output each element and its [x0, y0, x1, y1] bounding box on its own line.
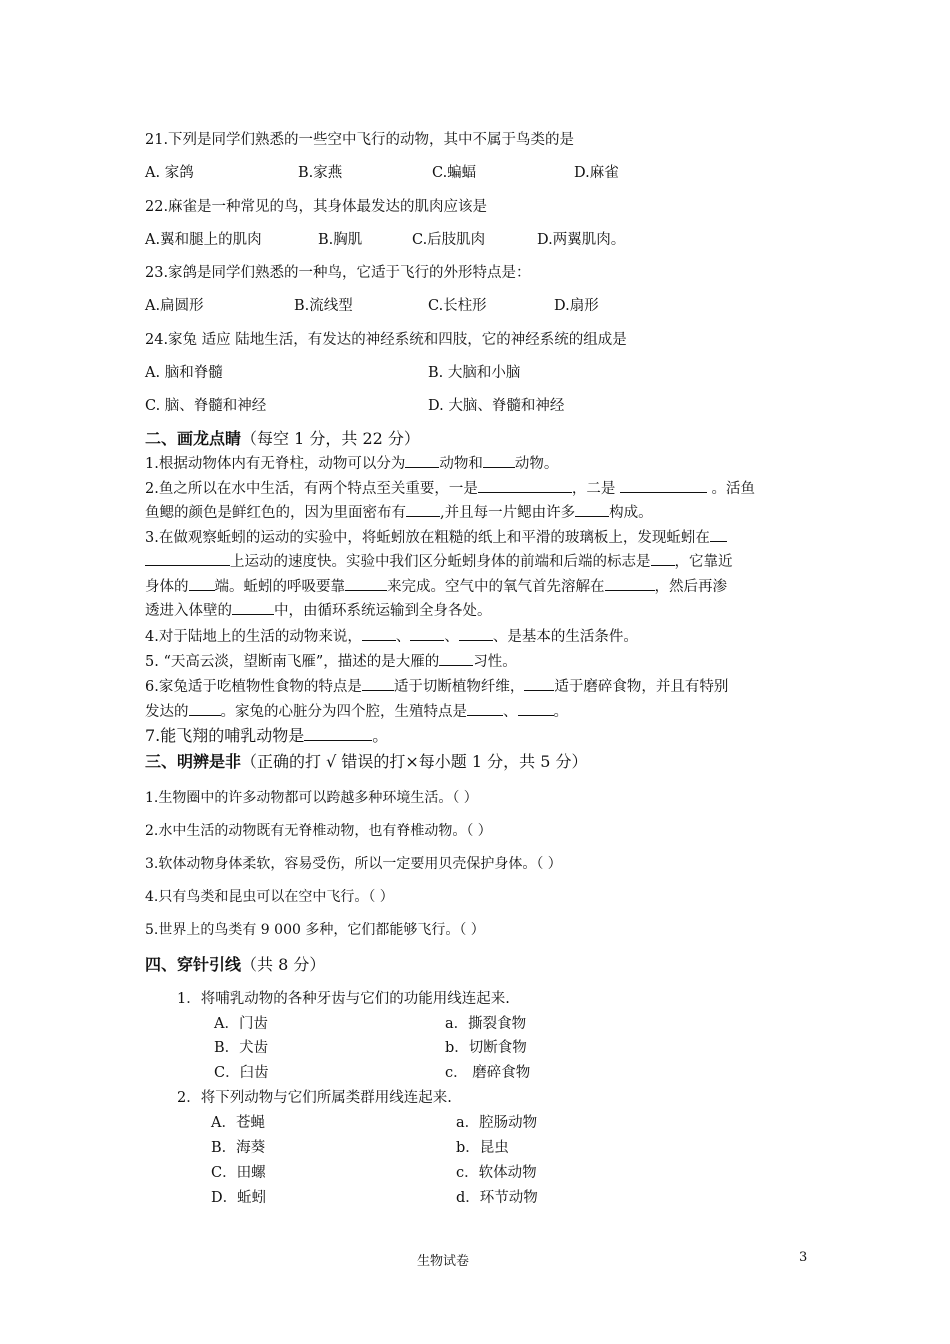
blank[interactable] [575, 502, 609, 517]
text: 。 [372, 726, 389, 745]
blank[interactable] [406, 502, 440, 517]
blank[interactable] [524, 676, 554, 691]
fill-q2-line1 [145, 477, 755, 498]
option-24-c: C. 脑、脊髓和神经 [145, 398, 267, 414]
fill-q3-line1 [145, 526, 727, 547]
blank[interactable] [189, 701, 221, 716]
option-24-b: B. 大脑和小脑 [428, 365, 521, 381]
section-4-heading [145, 952, 325, 975]
text: 鱼鳃的颜色是鲜红色的，因为里面密布有 [145, 505, 406, 521]
option-21-a: A. 家鸽 [145, 165, 194, 181]
blank[interactable] [620, 478, 707, 493]
question-23: 23.家鸽是同学们熟悉的一种鸟，它适于飞行的外形特点是： [145, 265, 531, 281]
blank[interactable] [710, 527, 727, 542]
text: 身体的 [145, 579, 189, 595]
text: 5. “天高云淡，望断南飞雁”，描述的是大雁的 [145, 654, 440, 670]
blank[interactable] [345, 576, 387, 591]
text: 中，由循环系统运输到全身各处。 [274, 603, 492, 619]
text: 。 [553, 704, 568, 720]
option-22-c: C.后肢肌肉 [412, 232, 486, 248]
blank[interactable] [467, 701, 503, 716]
blank[interactable] [518, 701, 554, 716]
match-prompt-1: 1．将哺乳动物的各种牙齿与它们的功能用线连起来. [177, 991, 510, 1007]
fill-q7 [145, 723, 388, 746]
match-2-right-a: a．腔肠动物 [456, 1115, 538, 1131]
text: ，它靠近 [674, 554, 733, 570]
option-23-c: C.长柱形 [428, 298, 487, 314]
section-2-note: （每空 1 分，共 22 分） [241, 429, 420, 448]
text: 适于磨碎食物，并且有特别 [554, 679, 729, 695]
text: 。家兔的心脏分为四个腔，生殖特点是 [220, 704, 467, 720]
page-footer: 生物试卷 [417, 1254, 470, 1269]
blank[interactable] [483, 453, 515, 468]
question-21: 21.下列是同学们熟悉的一些空中飞行的动物，其中不属于鸟类的是 [145, 132, 575, 148]
text: 构成。 [609, 505, 653, 521]
blank[interactable] [459, 626, 493, 641]
question-24: 24.家兔 适应 陆地生活，有发达的神经系统和四肢，它的神经系统的组成是 [145, 332, 627, 348]
judge-item-4: 4.只有鸟类和昆虫可以在空中飞行。（ ） [145, 889, 394, 905]
text: 2.鱼之所以在水中生活，有两个特点至关重要，一是 [145, 481, 478, 497]
fill-q2-line2 [145, 501, 653, 522]
fill-q1 [145, 452, 558, 473]
blank[interactable] [362, 626, 396, 641]
text: 上运动的速度快。实验中我们区分蚯蚓身体的前端和后端的标志是 [230, 554, 651, 570]
text: 习性。 [473, 654, 517, 670]
text: 动物和 [439, 456, 483, 472]
blank[interactable] [478, 478, 572, 493]
text: 、 [395, 629, 411, 645]
blank[interactable] [410, 626, 444, 641]
option-21-d: D.麻雀 [574, 165, 619, 181]
blank[interactable] [145, 551, 230, 566]
match-2-right-c: c．软体动物 [456, 1165, 537, 1181]
match-1-right-a: a．撕裂食物 [445, 1016, 527, 1032]
judge-item-1: 1.生物圈中的许多动物都可以跨越多种环境生活。（ ） [145, 790, 478, 806]
text: 。活鱼 [706, 481, 756, 497]
text: 动物。 [514, 456, 559, 472]
text: 适于切断植物纤维， [393, 679, 525, 695]
blank[interactable] [651, 551, 675, 566]
judge-item-3: 3.软体动物身体柔软，容易受伤，所以一定要用贝壳保护身体。（ ） [145, 856, 562, 872]
option-21-c: C.蝙蝠 [432, 165, 477, 181]
text: 、 [503, 704, 518, 720]
text: ，然后再渗 [654, 579, 727, 595]
option-22-d: D.两翼肌肉。 [537, 232, 626, 248]
section-3-title: 三、明辨是非 [145, 752, 242, 771]
text: 4.对于陆地上的生活的动物来说， [145, 629, 362, 645]
blank[interactable] [439, 651, 473, 666]
blank[interactable] [362, 676, 394, 691]
section-2-heading [145, 426, 420, 449]
option-24-a: A. 脑和脊髓 [145, 365, 223, 381]
text: 透进入体壁的 [145, 603, 232, 619]
text: 7.能飞翔的哺乳动物是 [145, 726, 305, 745]
match-prompt-2: 2．将下列动物与它们所属类群用线连起来. [177, 1090, 452, 1106]
text: 3.在做观察蚯蚓的运动的实验中，将蚯蚓放在粗糙的纸上和平滑的玻璃板上，发现蚯蚓在 [145, 530, 710, 546]
fill-q6-line1 [145, 675, 728, 696]
option-23-b: B.流线型 [294, 298, 353, 314]
text: 来完成。空气中的氧气首先溶解在 [387, 579, 605, 595]
fill-q3-line3 [145, 575, 727, 596]
fill-q3-line2 [145, 550, 733, 571]
fill-q4 [145, 625, 638, 646]
match-1-left-a: A．门齿 [214, 1016, 268, 1032]
section-3-heading [145, 749, 588, 772]
option-22-a: A.翼和腿上的肌肉 [145, 232, 262, 248]
blank[interactable] [405, 453, 439, 468]
judge-item-2: 2.水中生活的动物既有无脊椎动物，也有脊椎动物。（ ） [145, 823, 492, 839]
match-1-left-c: C．臼齿 [214, 1065, 269, 1081]
match-2-left-b: B．海葵 [211, 1140, 266, 1156]
page-number: 3 [799, 1250, 808, 1265]
question-22: 22.麻雀是一种常见的鸟，其身体最发达的肌肉应该是 [145, 199, 488, 215]
match-1-right-c: c． 磨碎食物 [445, 1065, 531, 1081]
blank[interactable] [189, 576, 215, 591]
text: 6.家兔适于吃植物性食物的特点是 [145, 679, 362, 695]
match-1-left-b: B．犬齿 [214, 1040, 269, 1056]
blank[interactable] [304, 726, 372, 741]
option-24-d: D. 大脑、脊髓和神经 [428, 398, 565, 414]
text: 端。蚯蚓的呼吸要靠 [214, 579, 345, 595]
option-23-a: A.扁圆形 [145, 298, 204, 314]
match-2-left-d: D．蚯蚓 [211, 1190, 267, 1206]
blank[interactable] [232, 600, 274, 615]
text: 发达的 [145, 704, 189, 720]
option-22-b: B.胸肌 [318, 232, 363, 248]
match-2-left-a: A．苍蝇 [211, 1115, 265, 1131]
fill-q5 [145, 650, 517, 671]
section-3-note: （正确的打 √ 错误的打×每小题 1 分，共 5 分） [241, 752, 588, 771]
match-2-right-b: b．昆虫 [456, 1140, 509, 1156]
match-1-right-b: b．切断食物 [445, 1040, 527, 1056]
text: 、 [444, 629, 459, 645]
section-4-note: （共 8 分） [241, 955, 326, 974]
section-2-title: 二、画龙点睛 [145, 429, 242, 448]
text: ，二是 [571, 481, 620, 497]
match-2-left-c: C．田螺 [211, 1165, 266, 1181]
text: 、是基本的生活条件。 [492, 629, 638, 645]
section-4-title: 四、穿针引线 [145, 955, 242, 974]
option-23-d: D.扇形 [554, 298, 599, 314]
fill-q6-line2 [145, 700, 568, 721]
option-21-b: B.家燕 [298, 165, 343, 181]
blank[interactable] [605, 576, 655, 591]
text: ,并且每一片鳃由许多 [440, 505, 576, 521]
judge-item-5: 5.世界上的鸟类有 9 000 多种，它们都能够飞行。（ ） [145, 922, 485, 938]
match-2-right-d: d．环节动物 [456, 1190, 538, 1206]
text: 1.根据动物体内有无脊柱，动物可以分为 [145, 456, 406, 472]
fill-q3-line4 [145, 599, 492, 620]
